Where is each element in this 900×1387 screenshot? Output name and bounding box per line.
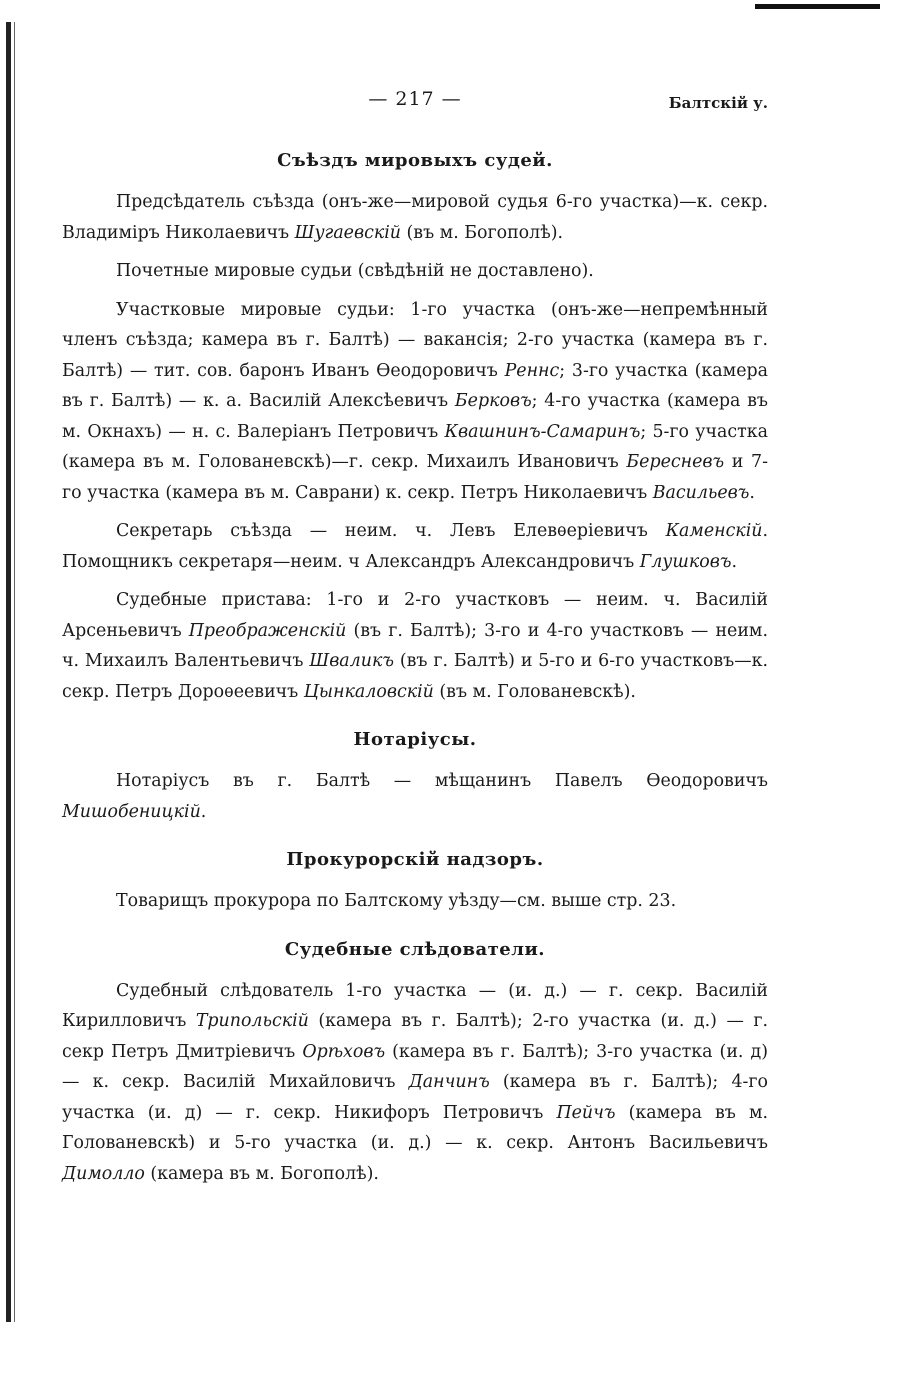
surname-italic: Трипольскій xyxy=(195,1011,309,1031)
text-run: . Помощникъ секретаря—неим. ч Александръ Александровичъ xyxy=(62,521,768,572)
surname-italic: Орѣховъ xyxy=(302,1041,386,1062)
page-number: — 217 — xyxy=(368,88,462,110)
surname-italic: Димолло xyxy=(62,1163,145,1184)
text-run: Секретарь съѣзда — неим. ч. Левъ Елевѳеріевичъ xyxy=(116,521,666,541)
surname-italic: Каменскій xyxy=(665,521,763,541)
text-run: . xyxy=(731,551,737,572)
surname-italic: Мишобеницкій xyxy=(62,801,201,822)
surname-italic: Пейчъ xyxy=(556,1102,616,1123)
surname-italic: Бересневъ xyxy=(626,452,725,472)
scan-binding-edge xyxy=(6,22,11,1322)
paragraph xyxy=(62,585,768,707)
surname-italic: Шугаевскій xyxy=(294,222,401,243)
surname-italic: Реннс xyxy=(504,360,560,381)
scan-binding-edge-thin xyxy=(14,22,15,1322)
page-header xyxy=(62,88,768,128)
text-run: (въ г. Балтѣ) и 5-го и 6-го участковъ—к. секр. Петръ Дороѳеевичъ xyxy=(62,651,768,702)
paragraph xyxy=(62,976,768,1190)
text-run: ; 4-го участка (камера въ м. Окнахъ) — н. с. Валеріанъ Петровичъ xyxy=(62,391,768,442)
paragraph xyxy=(62,516,768,577)
paragraph xyxy=(62,295,768,509)
section-heading: Нотаріусы. xyxy=(353,729,477,750)
top-edge-rule xyxy=(755,4,880,9)
text-run: . xyxy=(749,482,755,503)
text-run: и 7-го участка (камера въ м. Саврани) к. секр. Петръ Николаевичъ xyxy=(62,452,768,503)
text-run: (въ г. Балтѣ); 3-го и 4-го участковъ — неим. ч. Михаилъ Валентьевичъ xyxy=(62,620,768,671)
section-heading: Судебные слѣдователи. xyxy=(284,938,546,960)
text-run: (въ м. Голованевскѣ). xyxy=(433,681,636,702)
text-run: Предсѣдатель съѣзда (онъ-же—мировой судья 6-го участка)—к. секр. Владиміръ Николаевичъ xyxy=(62,192,768,243)
text-run: Судебные пристава: 1-го и 2-го участковъ — неим. ч. Василій Арсеньевичъ xyxy=(62,590,768,641)
paragraph xyxy=(62,886,768,917)
surname-italic: Цынкаловскій xyxy=(303,681,434,702)
text-run: Почетные мировые судьи (свѣдѣній не доставлено). xyxy=(116,261,594,281)
document-page xyxy=(62,88,768,1197)
text-run: (камера въ м. Богополѣ). xyxy=(144,1163,379,1184)
surname-italic: Квашнинъ-Самаринъ xyxy=(444,421,641,442)
text-run: (камера въ г. Балтѣ); 4-го участка (и. д) — г. секр. Никифоръ Петровичъ xyxy=(62,1072,768,1123)
surname-italic: Шваликъ xyxy=(309,651,394,671)
text-run: ; 3-го участка (камера въ г. Балтѣ) — к. а. Василій Алексѣевичъ xyxy=(62,360,768,411)
surname-italic: Данчинъ xyxy=(408,1072,490,1092)
paragraph xyxy=(62,256,768,287)
text-run: Участковые мировые судьи: 1-го участка (онъ-же—непремѣнный членъ съѣзда; камера въ г. Балтѣ) — вакансія; 2-го участка (камера въ г. Балтѣ) — тит. сов. баронъ Иванъ Ѳеодоровичъ xyxy=(62,299,768,381)
text-run: (въ м. Богополѣ). xyxy=(400,222,564,243)
text-run: (камера въ г. Балтѣ); 2-го участка (и. д.) — г. секр Петръ Дмитріевичъ xyxy=(62,1011,768,1062)
text-run: Товарищъ прокурора по Балтскому уѣзду—см. выше стр. 23. xyxy=(116,891,677,911)
text-run: (камера въ м. Голованевскѣ) и 5-го участка (и. д.) — к. секр. Антонъ Васильевичъ xyxy=(62,1102,769,1153)
section-heading: Прокурорскій надзоръ. xyxy=(286,849,544,870)
surname-italic: Преображенскій xyxy=(188,620,347,641)
text-run: . xyxy=(200,801,207,822)
paragraph xyxy=(62,187,768,248)
surname-italic: Глушковъ xyxy=(639,551,732,572)
text-run: ; 5-го участка (камера въ м. Голованевскѣ)—г. секр. Михаилъ Ивановичъ xyxy=(62,421,768,472)
document-body xyxy=(62,150,768,1189)
text-run: (камера въ г. Балтѣ); 3-го участка (и. д) — к. секр. Василій Михайловичъ xyxy=(62,1041,769,1092)
text-run: Нотаріусъ въ г. Балтѣ — мѣщанинъ Павелъ Ѳеодоровичъ xyxy=(116,771,768,791)
text-run: Судебный слѣдователь 1-го участка — (и. д.) — г. секр. Василій Кирилловичъ xyxy=(62,980,768,1031)
paragraph xyxy=(62,766,768,827)
surname-italic: Васильевъ xyxy=(652,482,750,503)
section-heading: Съѣздъ мировыхъ судей. xyxy=(277,150,553,171)
running-head: Балтскій у. xyxy=(668,94,768,112)
surname-italic: Берковъ xyxy=(454,391,532,411)
